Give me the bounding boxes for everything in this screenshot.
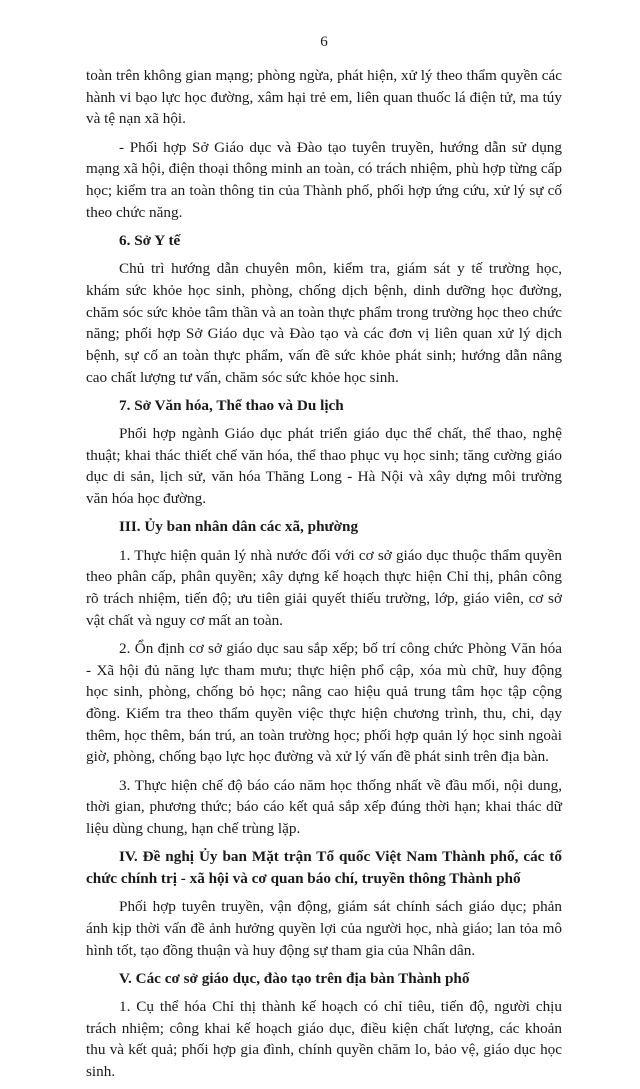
paragraph-commune-item-3: 3. Thực hiện chế độ báo cáo năm học thống nhất về đầu mối, nội dung, thời gian, phương thức; báo cáo kết quả sắp xếp đúng thời hạn; khai thác dữ liệu dùng chung, hạn chế trùng lặp. xyxy=(86,776,562,837)
page-number: 6 xyxy=(320,34,328,50)
paragraph-commune-item-2: 2. Ổn định cơ sở giáo dục sau sắp xếp; bố trí công chức Phòng Văn hóa - Xã hội đủ năng lực tham mưu; thực hiện phổ cập, xóa mù chữ, huy động học sinh, phòng, chống bỏ học; nâng cao hiệu quả trung tâm học tập cộng đồng. Kiểm tra theo thẩm quyền việc thực hiện chương trình, thu, chi, dạy thêm, học thêm, bán trú, an toàn trường học; phối hợp quản lý học sinh ngoài giờ, phòng, chống bạo lực học đường và xử lý vấn đề phát sinh trên địa bàn. xyxy=(86,639,562,766)
paragraph-commune-item-1: 1. Thực hiện quản lý nhà nước đối với cơ sở giáo dục thuộc thẩm quyền theo phân cấp, phân quyền; xây dựng kế hoạch thực hiện Chỉ thị, phân công rõ trách nhiệm, tiến độ; ưu tiên giải quyết thiếu trường, lớp, giáo viên, cơ sở vật chất và nguy cơ mất an toàn. xyxy=(86,546,562,629)
paragraph-culture: Phối hợp ngành Giáo dục phát triển giáo dục thể chất, thể thao, nghệ thuật; khai thác thiết chế văn hóa, thể thao phục vụ học sinh; tăng cường giáo dục di sản, lịch sử, văn hóa Thăng Long - Hà Nội và xây dựng môi trường văn hóa học đường. xyxy=(86,425,562,508)
paragraph-continuation: toàn trên không gian mạng; phòng ngừa, phát hiện, xử lý theo thẩm quyền các hành vi bạo lực học đường, xâm hại trẻ em, liên quan thuốc lá điện tử, ma túy và tệ nạn xã hội. xyxy=(86,67,562,128)
section-heading-culture: 7. Sở Văn hóa, Thể thao và Du lịch xyxy=(119,396,344,414)
paragraph-front-committee: Phối hợp tuyên truyền, vận động, giám sát chính sách giáo dục; phản ánh kịp thời vấn đề ảnh hưởng quyền lợi của người học, nhà giáo; lan tỏa mô hình tốt, tạo đồng thuận và huy động sự tham gia của Nhân dân. xyxy=(86,898,562,959)
section-heading-health: 6. Sở Y tế xyxy=(119,231,181,249)
section-heading-commune-committees: III. Ủy ban nhân dân các xã, phường xyxy=(119,518,359,536)
paragraph-education-item-1: 1. Cụ thể hóa Chỉ thị thành kế hoạch có chỉ tiêu, tiến độ, người chịu trách nhiệm; công khai kế hoạch giáo dục, điều kiện chất lượng, các khoản thu và kết quả; phối hợp gia đình, chính quyền chăm lo, bảo vệ, giáo dục học sinh. xyxy=(86,997,562,1081)
document-body xyxy=(86,65,562,1089)
section-heading-education-institutions: V. Các cơ sở giáo dục, đào tạo trên địa bàn Thành phố xyxy=(119,969,470,987)
paragraph-health: Chủ trì hướng dẫn chuyên môn, kiểm tra, giám sát y tế trường học, khám sức khỏe học sinh, phòng, chống dịch bệnh, dinh dưỡng học đường, chăm sóc sức khỏe tâm thần và an toàn thực phẩm trong trường học theo chức năng; phối hợp Sở Giáo dục và Đào tạo và các đơn vị liên quan xử lý dịch bệnh, sự cố an toàn thực phẩm, vấn đề sức khỏe phát sinh; hướng dẫn nâng cao chất lượng tư vấn, chăm sóc sức khỏe học sinh. xyxy=(86,260,562,386)
paragraph-bullet-information-safety: - Phối hợp Sở Giáo dục và Đào tạo tuyên truyền, hướng dẫn sử dụng mạng xã hội, điện thoại thông minh an toàn, có trách nhiệm, phù hợp từng cấp học; kiểm tra an toàn thông tin của Thành phố, phối hợp ứng cứu, xử lý sự cố theo chức năng. xyxy=(86,138,563,221)
section-heading-front-committee: IV. Đề nghị Ủy ban Mặt trận Tổ quốc Việt Nam Thành phố, các tổ chức chính trị - xã hội và cơ quan báo chí, truyền thông Thành phố xyxy=(86,848,562,887)
